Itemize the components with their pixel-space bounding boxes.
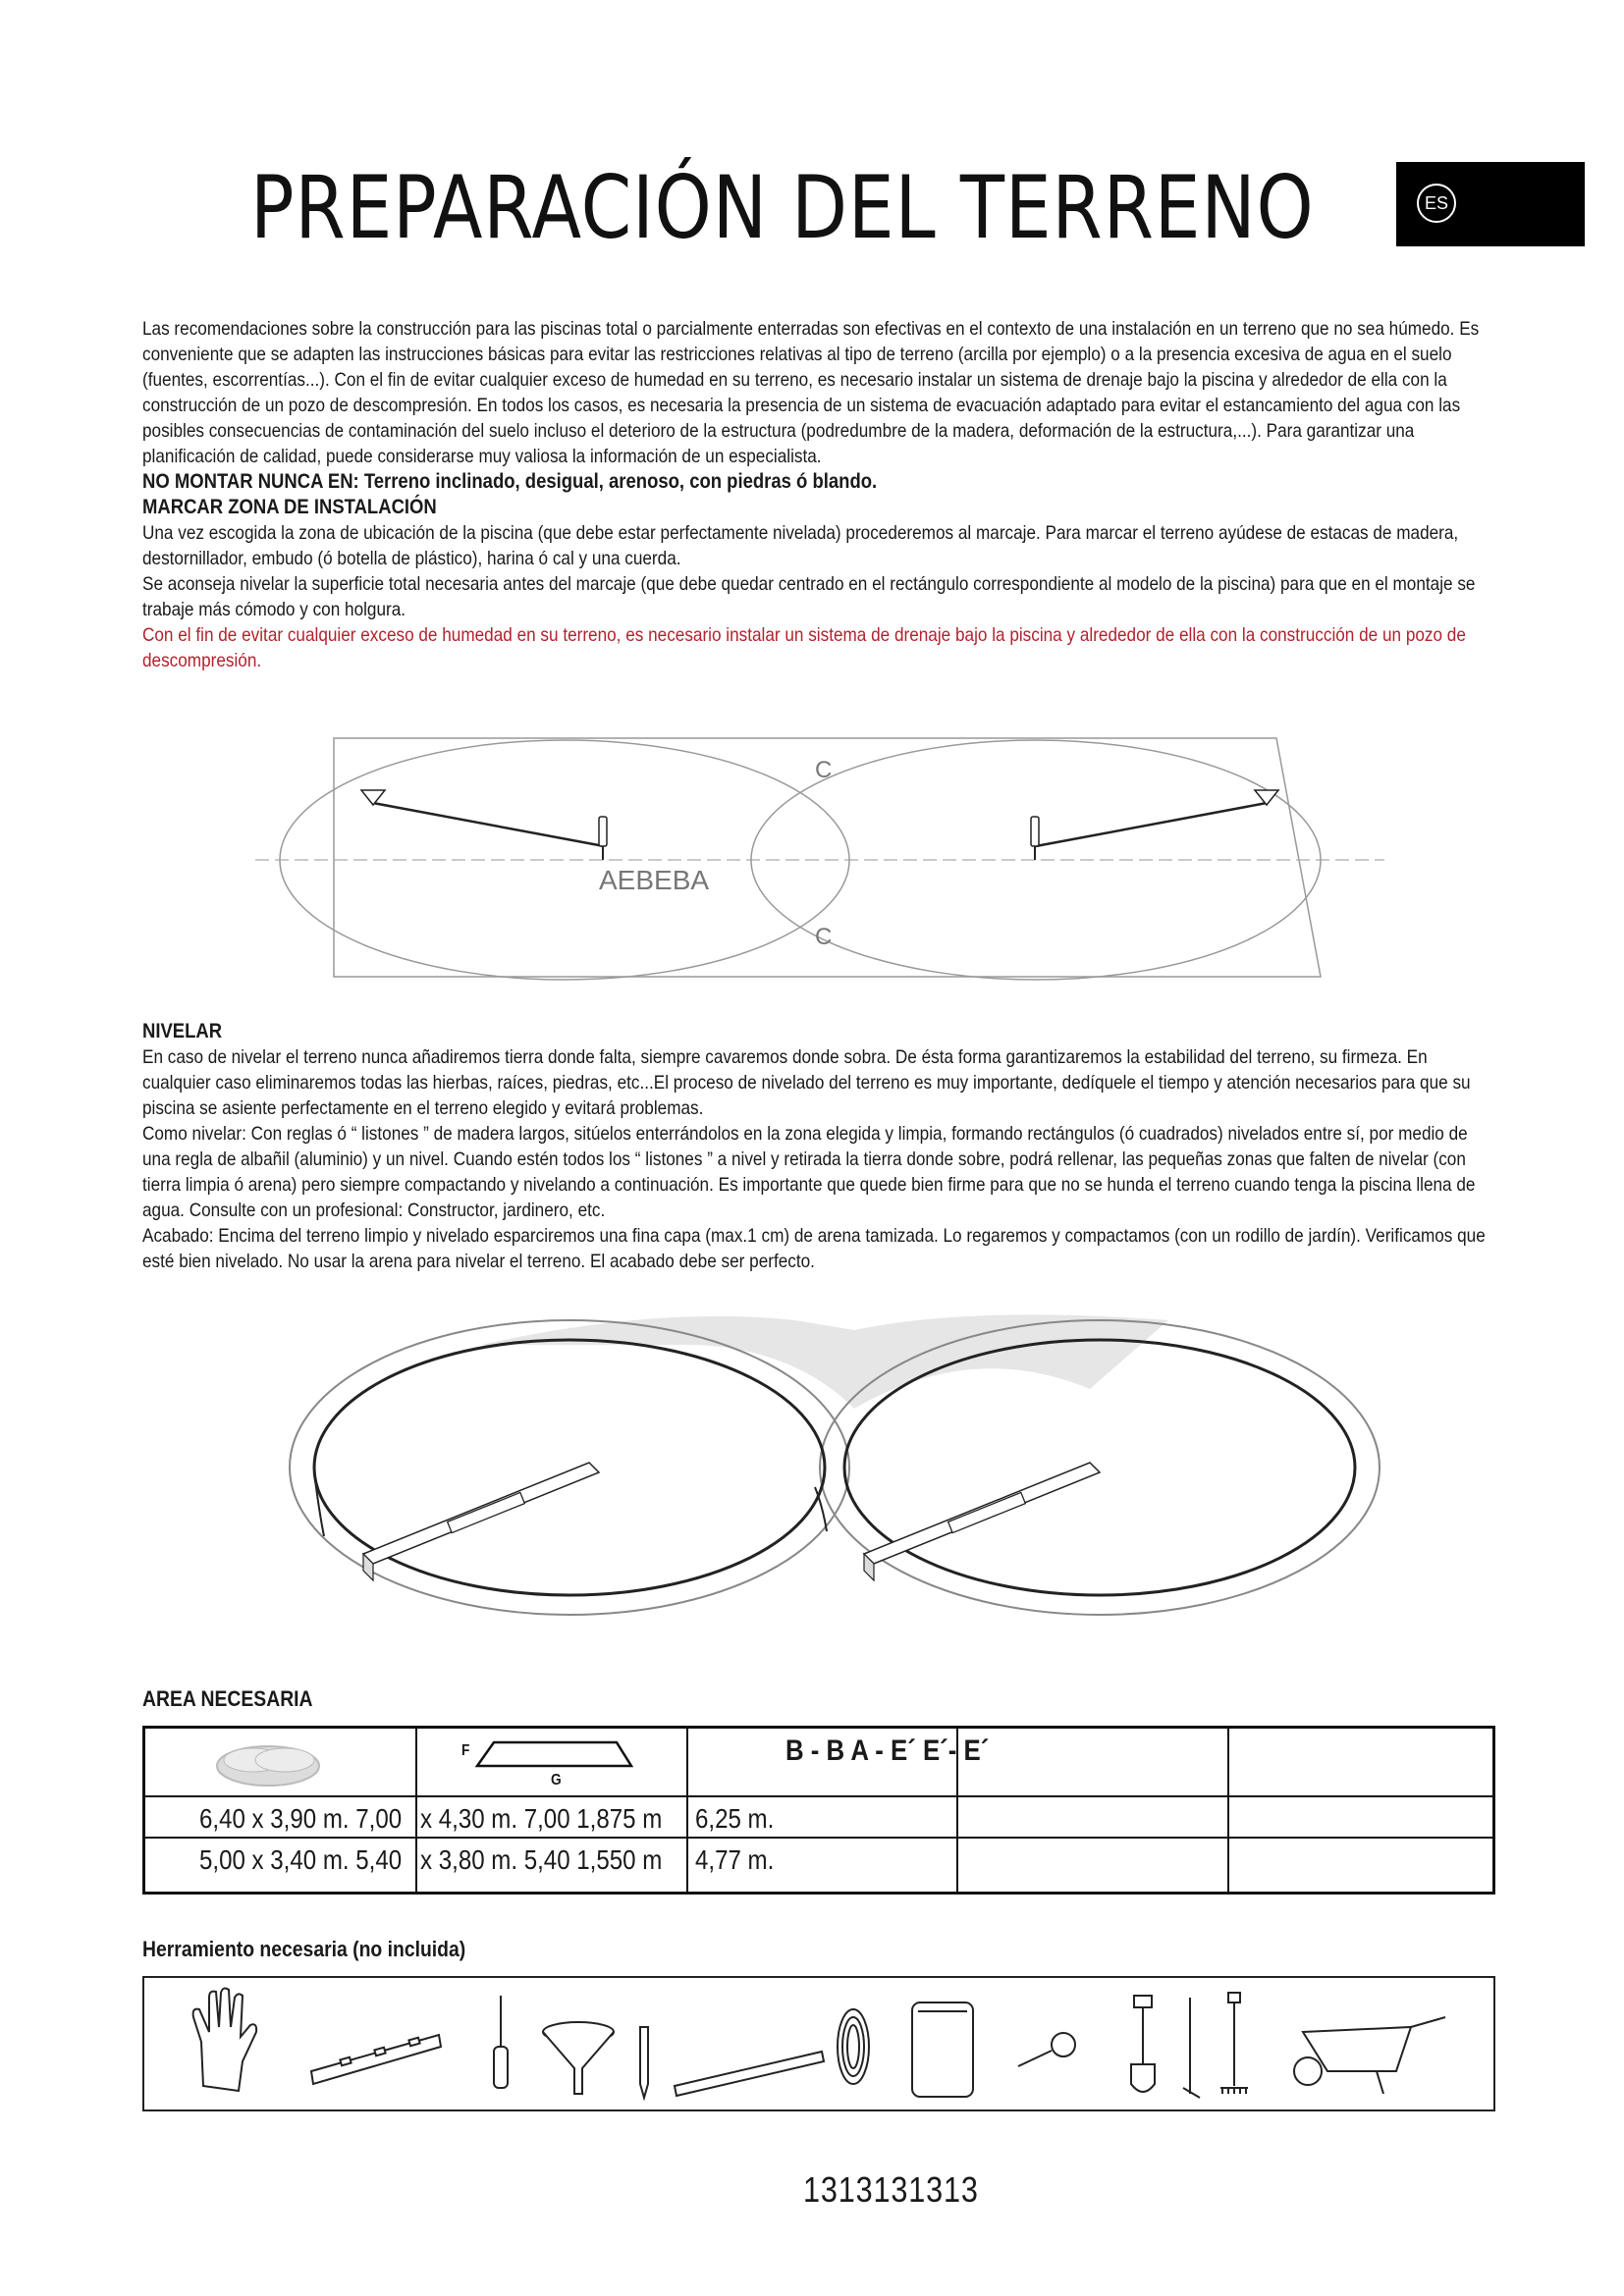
- table-col-divider: [1227, 1729, 1229, 1892]
- marcar-paragraph-2: Se aconseja nivelar la superficie total necesaria antes del marcaje (que debe quedar centrado en el rectángulo correspondiente al modelo de la piscina) para que en el montaje se trabaje más cómodo y con holgura.: [142, 573, 1476, 620]
- glove-icon: [193, 1989, 257, 2091]
- footer-code: 1313131313: [803, 2169, 979, 2210]
- shovel-icon: [1131, 1996, 1155, 2092]
- table-col-divider: [415, 1729, 417, 1892]
- row-2-col-b: x 3,80 m. 5,40 1,550 m: [420, 1844, 663, 1875]
- label-c-top: C: [815, 757, 833, 783]
- left-funnel-icon: [361, 790, 385, 805]
- label-aebeba: AEBEBA: [599, 865, 710, 895]
- pool-icon: [214, 1736, 322, 1789]
- right-funnel-icon: [1255, 790, 1278, 805]
- row-1-col-b: x 4,30 m. 7,00 1,875 m: [420, 1803, 663, 1834]
- row-1-col-c: 6,25 m.: [695, 1803, 775, 1834]
- como-nivelar-paragraph: [142, 1121, 1497, 1223]
- row-2-col-c: 4,77 m.: [695, 1844, 775, 1875]
- right-screwdriver-icon: [1031, 817, 1039, 860]
- wheelbarrow-icon: [1294, 2017, 1445, 2094]
- row-2-col-a: 5,00 x 3,40 m. 5,40: [199, 1844, 403, 1875]
- marcar-heading: MARCAR ZONA DE INSTALACIÓN: [142, 496, 437, 518]
- tools-strip: [144, 1978, 1493, 2109]
- label-c-bottom: C: [815, 924, 833, 950]
- acabado-label: Acabado:: [142, 1225, 214, 1247]
- como-label: Como nivelar:: [142, 1123, 246, 1145]
- page-title: PREPARACIÓN DEL TERRENO: [250, 157, 1315, 258]
- drainage-note: Con el fin de evitar cualquier exceso de humedad en su terreno, es necesario instalar un sistema de drenaje bajo la piscina y alrededor de ella con la construcción de un pozo de descompresión.: [142, 624, 1466, 671]
- warning-text: NO MONTAR NUNCA EN: Terreno inclinado, desigual, arenoso, con piedras ó blando.: [142, 470, 878, 493]
- tape-measure-icon: [1018, 2033, 1075, 2066]
- table-row-divider: [145, 1837, 1492, 1839]
- screwdriver-icon: [494, 1996, 508, 2088]
- marking-diagram: [255, 726, 1384, 982]
- wooden-board-icon: [675, 2052, 824, 2096]
- language-badge: ES: [1417, 184, 1456, 223]
- rake-icon: [1220, 1993, 1248, 2094]
- header-g: G: [551, 1772, 562, 1789]
- pickaxe-icon: [1183, 1998, 1200, 2098]
- funnel-icon: [543, 2022, 614, 2094]
- intro-section: [142, 316, 1497, 673]
- flour-bag-icon: [912, 2002, 973, 2097]
- nivelar-paragraph: En caso de nivelar el terreno nunca añadiremos tierra donde falta, siempre cavaremos donde sobra. De ésta forma garantizaremos la estabilidad del terreno, su firmeza. En cualquier caso eliminaremos todas las hierbas, raíces, piedras, etc...El proceso de nivelado del terreno es muy importante, dedíquele el tiempo y atención necesarios para que su piscina se asiente perfectamente en el terreno elegido y evitará problemas.: [142, 1046, 1471, 1119]
- intro-paragraph: Las recomendaciones sobre la construcción para las piscinas total o parcialmente enterradas son efectivas en el contexto de una instalación en un terreno que no sea húmedo. Es conveniente que se adapten las instrucciones básicas para evitar las restricciones relativas al tipo de terreno (arcilla por ejemplo) o a la presencia excesiva de agua en el suelo (fuentes, escorrentías...). Con el fin de evitar cualquier exceso de humedad en su terreno, es necesario instalar un sistema de drenaje bajo la piscina y alrededor de ella con la construcción de un pozo de descompresión. En todos los casos, es necesaria la presencia de un sistema de evacuación adaptado para evitar el estancamiento del agua con las posibles consecuencias de contaminación del suelo incluso el deterioro de la estructura (podredumbre de la madera, deformación de la estructura,...). Para garantizar una planificación de calidad, puede considerarse muy valiosa la información de un especialista.: [142, 318, 1480, 467]
- left-string: [373, 803, 604, 846]
- area-table: [142, 1726, 1495, 1895]
- ground-shadow: [481, 1314, 1168, 1409]
- rope-icon: [838, 2009, 869, 2084]
- nivelar-heading: NIVELAR: [142, 1020, 223, 1042]
- header-f: F: [461, 1742, 470, 1759]
- como-text: Con reglas ó “ listones ” de madera largos, sitúelos enterrándolos en la zona elegida y limpia, formando rectángulos (ó cuadrados) nivelados entre sí, por medio de una regla de albañil (aluminio) y un nivel. Cuando estén todos los “ listones ” a nivel y retirada la tierra donde sobre, podrá rellenar, las pequeñas zonas que falten de nivelar (con tierra limpia ó arena) pero siempre compactando y nivelando a continuación. Es importante que quede bien firme para que no se hunda el terreno cuando tenga la piscina llena de agua. Consulte con un profesional: Constructor, jardinero, etc.: [142, 1123, 1476, 1221]
- left-arrow: [314, 1472, 324, 1536]
- tools-title: Herramiento necesaria (no incluida): [142, 1937, 466, 1961]
- acabado-paragraph: [142, 1223, 1497, 1274]
- acabado-text: Encima del terreno limpio y nivelado esparciremos una fina capa (max.1 cm) de arena tamizada. Lo regaremos y compactamos (con un rodillo de jardín). Verificamos que esté bien nivelado. No usar la arena para nivelar el terreno. El acabado debe ser perfecto.: [142, 1225, 1486, 1272]
- header-letters: B - B A - E´ E´- E´: [785, 1735, 990, 1767]
- right-string: [1036, 803, 1267, 846]
- levelling-diagram: [285, 1301, 1384, 1625]
- nivelar-section: [142, 1019, 1497, 1274]
- right-board-icon: [864, 1463, 1100, 1580]
- area-title: AREA NECESARIA: [142, 1686, 313, 1711]
- table-row-divider: [145, 1795, 1492, 1797]
- spirit-level-icon: [311, 2035, 441, 2084]
- marcar-paragraph-1: Una vez escogida la zona de ubicación de la piscina (que debe estar perfectamente nivelada) procederemos al marcaje. Para marcar el terreno ayúdese de estacas de madera, destornillador, embudo (ó botella de plástico), harina ó cal y una cuerda.: [142, 522, 1459, 569]
- row-1-col-a: 6,40 x 3,90 m. 7,00: [199, 1803, 403, 1834]
- stake-icon: [640, 2027, 648, 2098]
- table-col-divider: [686, 1729, 688, 1892]
- left-screwdriver-icon: [599, 817, 607, 860]
- tools-box: [142, 1976, 1495, 2111]
